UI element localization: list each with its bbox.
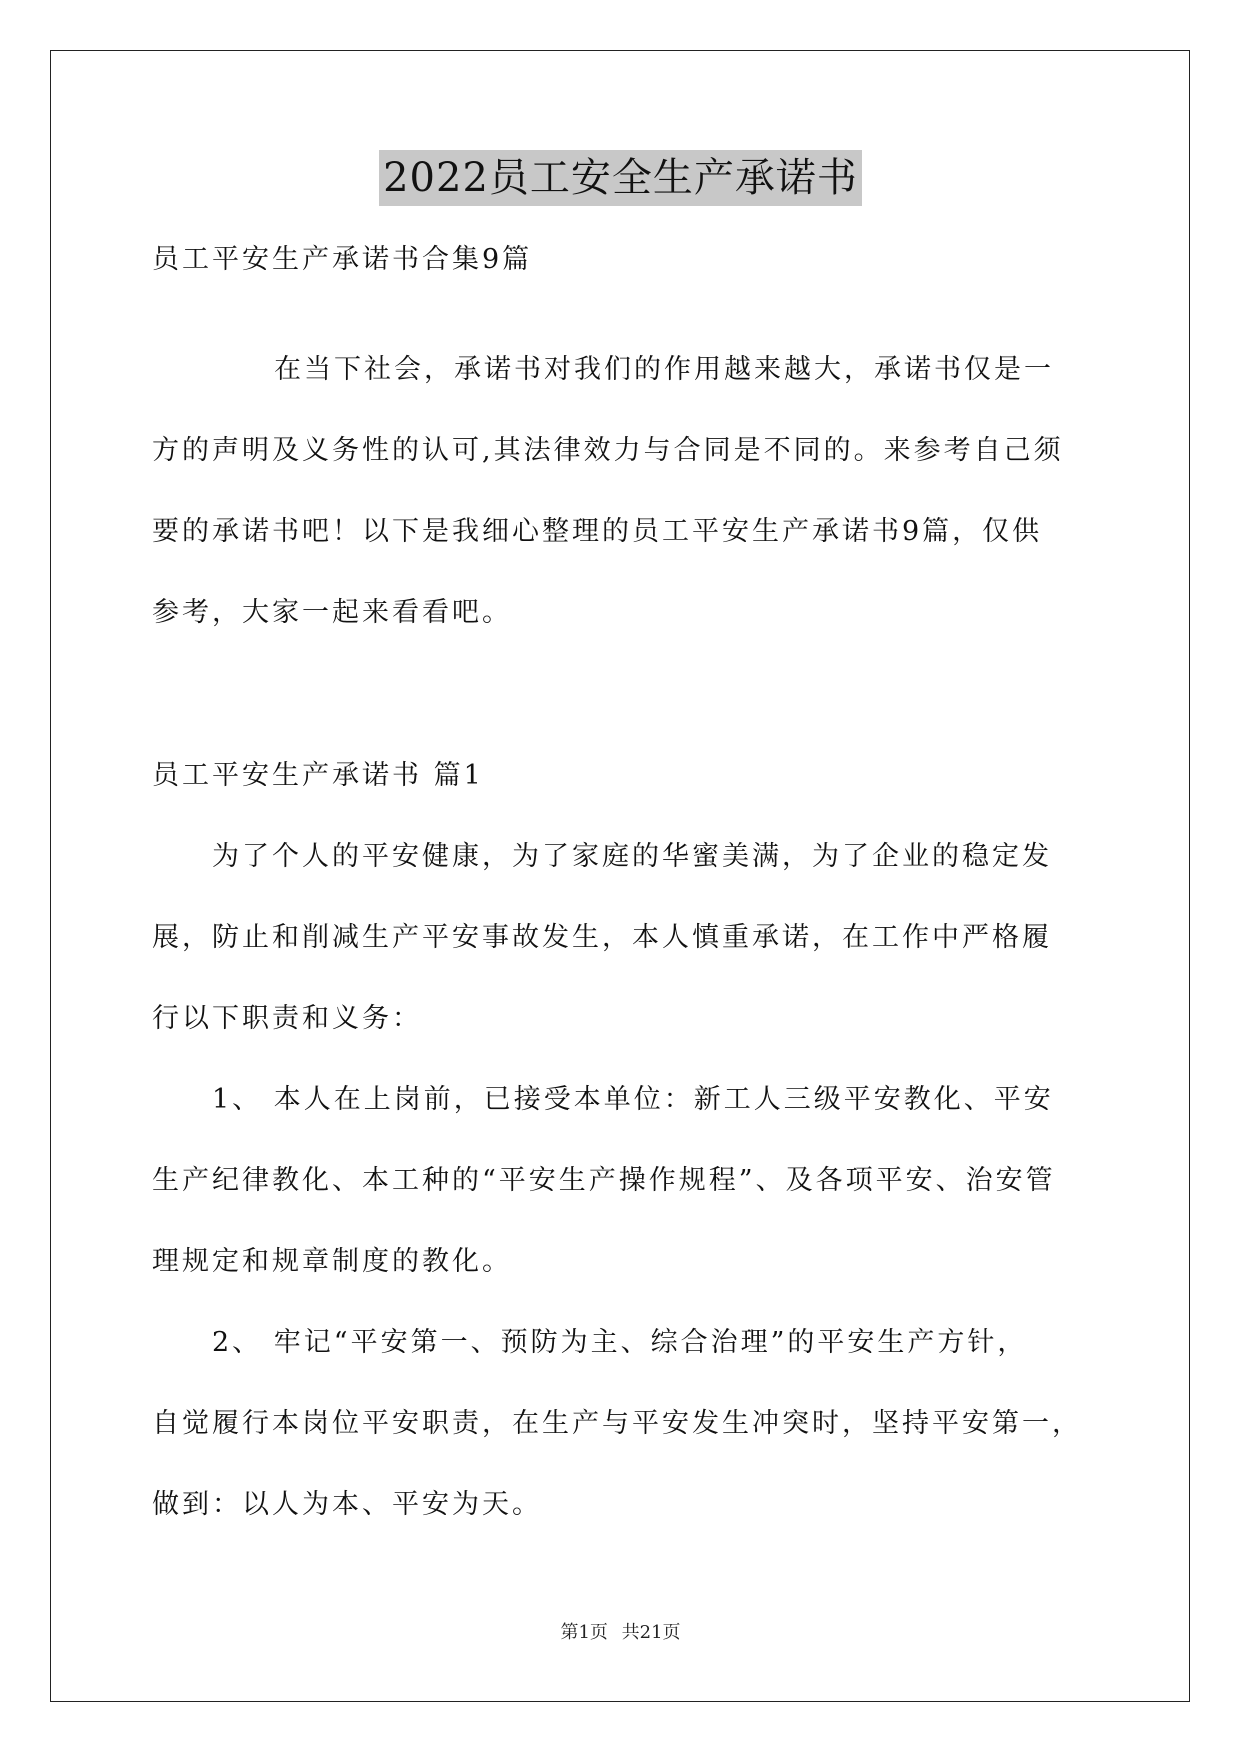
- intro-line-3: 要的承诺书吧！以下是我细心整理的员工平安生产承诺书9篇，仅供: [152, 516, 1043, 547]
- page-footer: [0, 1621, 1241, 1645]
- title-container: [0, 150, 1241, 206]
- page-border: [50, 50, 1190, 1702]
- body-line-5: 生产纪律教化、本工种的“平安生产操作规程”、及各项平安、治安管: [152, 1165, 1056, 1196]
- body-line-6: 理规定和规章制度的教化。: [152, 1246, 512, 1277]
- body-line-7: 2、 牢记“平安第一、预防为主、综合治理”的平安生产方针，: [212, 1327, 1028, 1358]
- body-line-1: 为了个人的平安健康，为了家庭的华蜜美满，为了企业的稳定发: [212, 841, 1052, 872]
- document-title: 2022员工安全生产承诺书: [379, 150, 862, 206]
- page-number-total: 共21页: [621, 1622, 681, 1643]
- body-line-8: 自觉履行本岗位平安职责，在生产与平安发生冲突时，坚持平安第一，: [152, 1408, 1082, 1439]
- section-heading: 员工平安生产承诺书 篇1: [152, 760, 484, 791]
- body-line-9: 做到：以人为本、平安为天。: [152, 1489, 542, 1520]
- body-line-4: 1、 本人在上岗前，已接受本单位：新工人三级平安教化、平安: [212, 1084, 1054, 1115]
- document-subtitle: 员工平安生产承诺书合集9篇: [152, 244, 533, 275]
- intro-line-4: 参考，大家一起来看看吧。: [152, 597, 512, 628]
- body-line-3: 行以下职责和义务：: [152, 1003, 422, 1034]
- intro-line-1: 在当下社会，承诺书对我们的作用越来越大，承诺书仅是一: [274, 354, 1054, 385]
- body-line-2: 展，防止和削减生产平安事故发生，本人慎重承诺，在工作中严格履: [152, 922, 1052, 953]
- intro-line-2: 方的声明及义务性的认可,其法律效力与合同是不同的。来参考自己须: [152, 435, 1064, 466]
- page-number-current: 第1页: [560, 1622, 608, 1643]
